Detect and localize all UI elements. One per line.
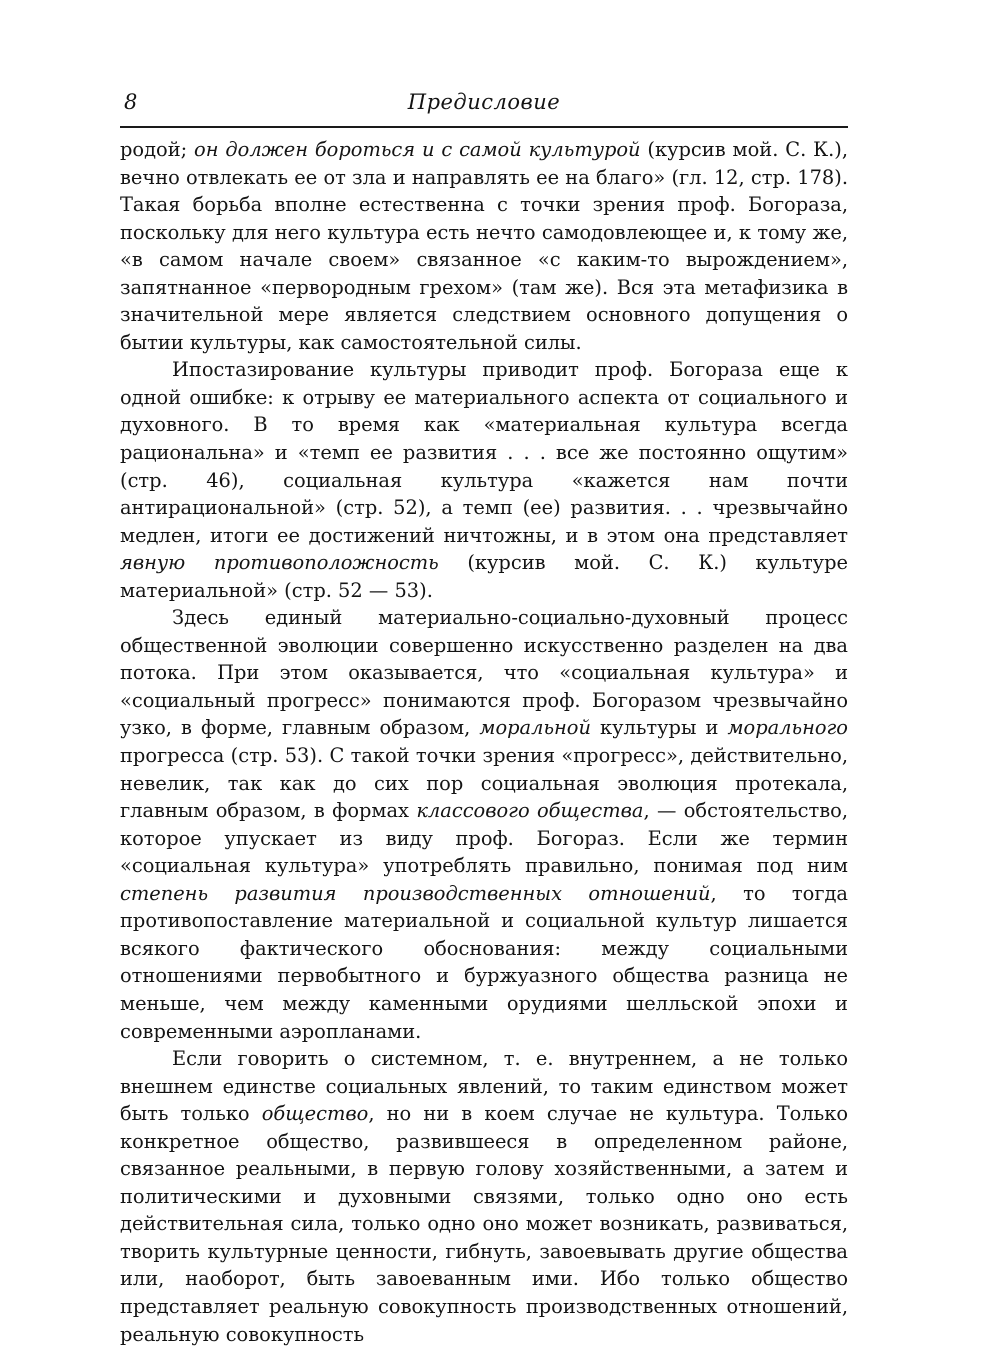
text-run: культуры и	[590, 716, 728, 740]
running-title: Предисловие	[407, 90, 561, 114]
page-header	[120, 88, 848, 128]
paragraph-society-unity	[120, 1045, 848, 1348]
text-run: Если говорить о системном, т. е. внутреннем, а не только внешнем единстве социальных явлений, то таким единством может быть только	[120, 1047, 848, 1126]
text-run: Здесь единый материально-социально-духовный процесс общественной эволюции совершенно искусственно разделен на два потока. При этом оказывается, что «социальная культура» и «социальный прогресс» понимаются проф. Богоразом чрезвычайно узко, в форме, главным образом,	[120, 606, 848, 740]
italic-emphasis: моральной	[479, 716, 591, 740]
text-run: прогресса (стр. 53). С такой точки зрения «прогресс», действительно, невелик, так как до сих пор социальная эволюция протекала, главным образом, в формах	[120, 744, 848, 823]
book-page	[120, 88, 848, 1348]
text-run: , — обстоятельство, которое упускает из виду проф. Богораз. Если же термин «социальная культура» употреблять правильно, понимая под ним	[120, 799, 848, 878]
text-run: Ипостазирование культуры приводит проф. Богораза еще к одной ошибке: к отрыву ее материального аспекта от социального и духовного. В то время как «материальная культура всегда рациональна» и «темп ее развития . . . все же постоянно ощутим» (стр. 46), социальная культура «кажется нам почти антирациональной» (стр. 52), а темп (ее) развития. . . чрезвычайно медлен, итоги ее достижений ничтожны, и в этом она представляет	[120, 358, 848, 547]
text-run: (курсив мой. С. К.) культуре материальной» (стр. 52 — 53).	[120, 551, 848, 602]
text-run: , но ни в коем случае не культура. Только конкретное общество, развившееся в определенном районе, связанное реальными, в первую голову хозяйственными, а затем и политическими и духовными связями, только одно оно есть действительная сила, только одно оно может возникать, развиваться, творить культурные ценности, гибнуть, завоевывать другие общества или, наоборот, быть завоеванным ими. Ибо только общество представляет реальную совокупность производственных отношений, реальную совокупность	[120, 1102, 848, 1346]
body-text	[120, 136, 848, 1348]
paragraph-hypostatization	[120, 356, 848, 604]
italic-emphasis: он должен бороться и с самой культурой	[194, 138, 641, 161]
italic-emphasis: явную противоположность	[120, 551, 439, 575]
text-run: родой;	[120, 138, 195, 161]
text-run: (курсив мой. С. К.), вечно отвлекать ее от зла и направлять ее на благо» (гл. 12, стр. 178). Такая борьба вполне естественна с точки зрения проф. Богораза, поскольку для него культура есть нечто самодовлеющее и, к тому же, «в самом начале своем» связанное «с каким-то вырождением», запятнанное «первородным грехом» (там же). Вся эта метафизика в значительной мере является следствием основного допущения о бытии культуры, как самостоятельной силы.	[120, 138, 849, 354]
italic-emphasis: общество	[261, 1102, 369, 1126]
page-number: 8	[124, 90, 138, 114]
text-run: , то тогда противопоставление материальной и социальной культур лишается всякого фактического обоснования: между социальными отношениями первобытного и буржуазного общества разница не меньше, чем между каменными орудиями шелльской эпохи и современными аэропланами.	[120, 881, 848, 1043]
italic-emphasis: классового общества	[416, 799, 644, 823]
italic-emphasis: морального	[727, 716, 848, 740]
paragraph-continuation	[120, 136, 848, 356]
paragraph-social-culture	[120, 604, 848, 1045]
italic-emphasis: степень развития производственных отношений	[120, 881, 711, 905]
